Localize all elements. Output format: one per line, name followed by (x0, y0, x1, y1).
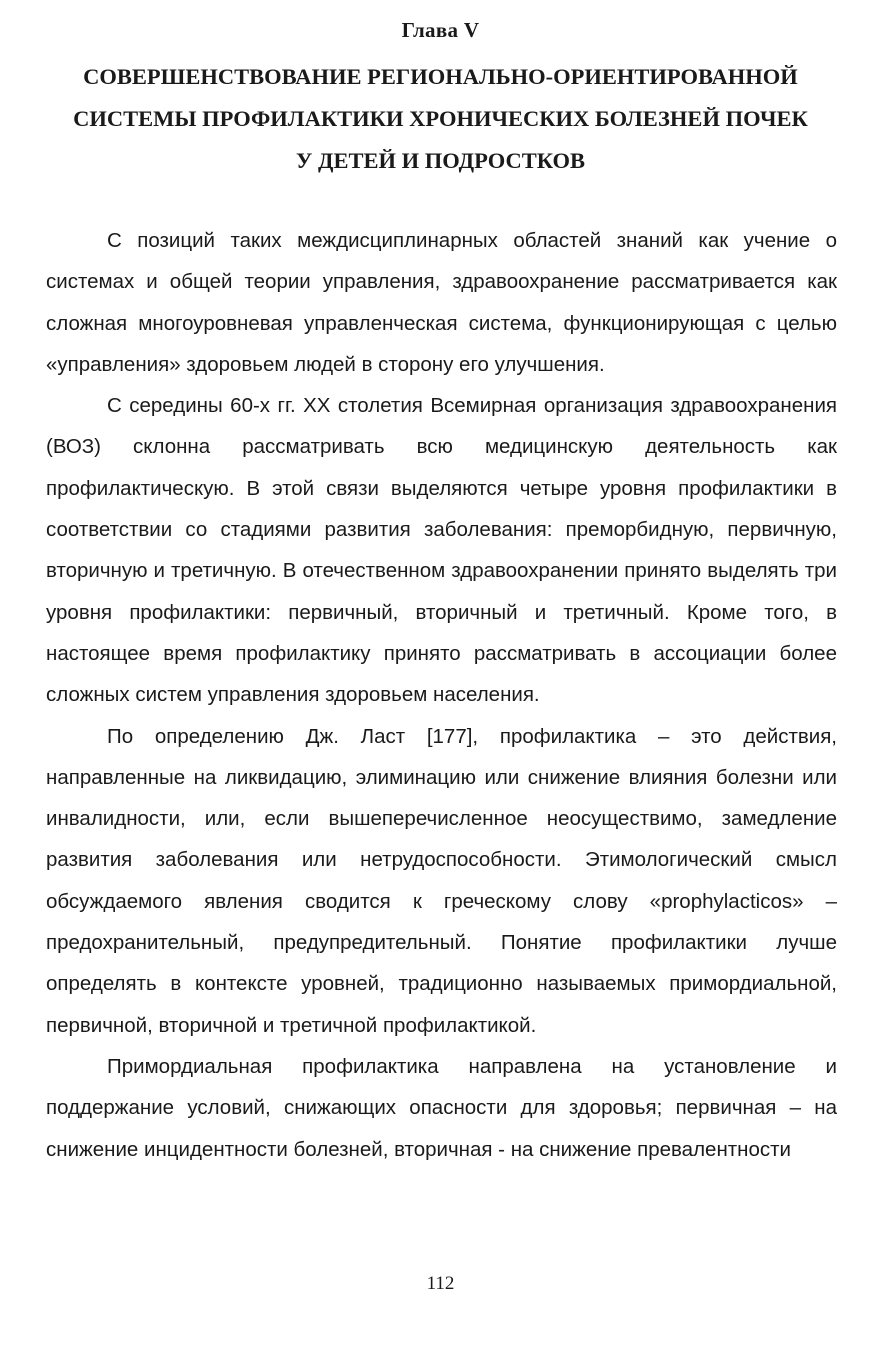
chapter-title (30, 56, 851, 182)
paragraph: С позиций таких междисциплинарных областей знаний как учение о системах и общей теории управления, здравоохранение рассматривается как сложная многоуровневая управленческая система, функционирующая с целью «управления» здоровьем людей в сторону его улучшения. (46, 229, 837, 376)
chapter-title-line: СИСТЕМЫ ПРОФИЛАКТИКИ ХРОНИЧЕСКИХ БОЛЕЗНЕЙ ПОЧЕК (73, 106, 808, 131)
paragraph: По определению Дж. Ласт [177], профилактика – это действия, направленные на ликвидацию, элиминацию или снижение влияния болезни или инвалидности, или, если вышеперечисленное неосуществимо, замедление развития заболевания или нетрудоспособности. Этимологический смысл обсуждаемого явления сводится к греческому слову «prophylacticos» – предохранительный, предупредительный. Понятие профилактики лучше определять в контексте уровней, традиционно называемых примордиальной, первичной, вторичной и третичной профилактикой. (46, 724, 837, 1037)
chapter-title-line: СОВЕРШЕНСТВОВАНИЕ РЕГИОНАЛЬНО-ОРИЕНТИРОВАННОЙ (83, 64, 798, 89)
body-text (46, 220, 837, 1170)
chapter-title-line: У ДЕТЕЙ И ПОДРОСТКОВ (295, 148, 586, 173)
paragraph: Примордиальная профилактика направлена на установление и поддержание условий, снижающих опасности для здоровья; первичная – на снижение инцидентности болезней, вторичная - на снижение превалентности (46, 1054, 837, 1161)
paragraph: С середины 60-х гг. XX столетия Всемирная организация здравоохранения (ВОЗ) склонна рассматривать всю медицинскую деятельность как профилактическую. В этой связи выделяются четыре уровня профилактики в соответствии со стадиями развития заболевания: преморбидную, первичную, вторичную и третичную. В отечественном здравоохранении принято выделять три уровня профилактики: первичный, вторичный и третичный. Кроме того, в настоящее время профилактику принято рассматривать в ассоциации более сложных систем управления здоровьем населения. (46, 394, 837, 707)
chapter-label: Глава V (401, 18, 480, 42)
page-number: 112 (426, 1273, 455, 1294)
